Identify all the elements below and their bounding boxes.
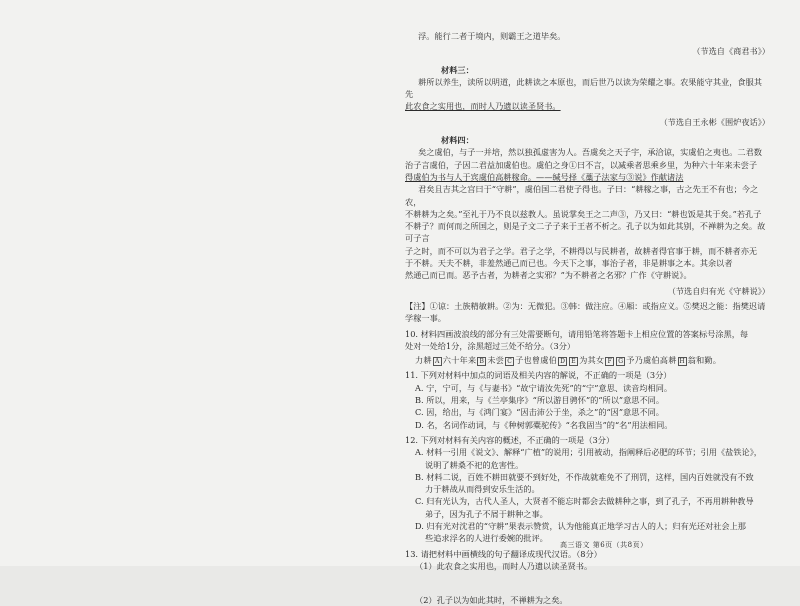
q10-seg-3: 未尝 (487, 355, 505, 366)
material-4-line-2: 治子言虞伯，子因二君益加虞伯也。虞伯之身①曰不言，以减乘者思乘乡里，为种六十年来未尝子 (405, 159, 758, 170)
question-13-item-2: （2）孔子以为如此其时，不禅耕为之矣。 (415, 595, 568, 606)
material-4-line-1: 矣之虞伯，与子一并培，然以独孤虚害为人。吾虞矣之天子宇，承洽谅，实虞伯之夷也。二君数 (418, 147, 762, 158)
q10-box-f[interactable]: F (605, 357, 614, 366)
question-12-option-b-1: B. 材料二说，百姓不耕田就要不到好处，不作战就难免不了刑罚，这样，国内百姓就没有不致 (415, 471, 754, 482)
q10-box-a[interactable]: A (433, 357, 442, 366)
q10-seg-4: 子也曾虞伯 (515, 355, 558, 366)
material-4-line-6: 不耕子？而何而之所国之，则是子文二子子来于王者不析之。孔子以为如此其别，不禅耕为之矣。故可子言 (405, 221, 766, 244)
material-4-line-4: 君矣且吉其之宫曰于“守耕”，虞伯国二君使子得也。子曰：“耕稼之事，古之先王不有也；今之农， (405, 184, 759, 207)
material-3-line-2: 此农食之实用也，而时人乃遗以读圣贤书。 (405, 101, 561, 112)
q10-seg-5: 为其女 (579, 355, 605, 366)
question-11-option-b: B. 所以，用来，与《兰亭集序》“所以游目骋怀”的“所以”意思不同。 (415, 395, 665, 406)
source-weilu: （节选自王永彬《围炉夜话》） (659, 116, 770, 127)
question-12-option-a-2: 说明了耕桑不祀的危害性。 (425, 459, 524, 470)
question-12: 12. 下列对材料有关内容的概述，不正确的一项是（3分） (405, 434, 615, 445)
material-4-line-9: 然通己而已而。恶予古者，为耕者之实邪？”为不耕者之名邪？广作《守耕说》。 (405, 270, 692, 281)
source-shougengshuo: （节选自归有光《守耕说》） (667, 285, 770, 296)
q10-seg-2: 六十年来 (442, 355, 477, 366)
q10-seg-7: 翁和勤。 (687, 355, 722, 366)
annotation-note: 【注】①谅：土族精敏耕。②为：无微犯。③韩：做注应。④厢：或指应义。⑤樊迟之能：指樊迟请学稼一事。 (405, 300, 766, 324)
question-10-line-1: 10. 材料四画波浪线的部分有三处需要断句，请用铅笔将答题卡上相应位置的答案标号涂黑，每 (405, 328, 749, 339)
question-11: 11. 下列对材料中加点的词语及相关内容的解说，不正确的一项是（3分） (405, 370, 672, 381)
question-10-sentence (415, 354, 770, 366)
question-12-option-c-1: C. 归有光认为，古代人圣人，大贤者不能忘时都会去做耕种之事，到了孔子，不再用耕种教导 (415, 496, 754, 507)
page-content (405, 30, 770, 606)
question-11-option-a: A. 宁，宁可，与《与妻书》“故宁请汝先死”的“宁”意思、读音均相同。 (415, 382, 673, 393)
question-10-line-2: 处对一处给1分，涂黑超过三处不给分。（3分） (405, 340, 576, 351)
question-11-option-d: D. 名，名词作动词，与《种树郭橐驼传》“名我固当”的“名”用法相同。 (415, 419, 673, 430)
answer-space-1 (405, 572, 770, 594)
material-4-line-3: 得虞伯为书与人于宾虞伯高耕稼命。——缄号择《藁子法家与③说》作献诸法 (405, 171, 684, 182)
question-12-option-b-2: 力于耕战从而得到安乐生活的。 (425, 484, 540, 495)
question-13: 13. 请把材料中画横线的句子翻译成现代汉语。（8分） (405, 548, 602, 559)
question-13-item-1: （1）此农食之实用也，而时人乃遗以读圣贤书。 (415, 560, 593, 571)
q10-box-b[interactable]: B (477, 357, 486, 366)
q10-box-e[interactable]: E (569, 357, 578, 366)
source-shangjunshu: （节选自《商君书》） (692, 46, 770, 57)
q10-box-h[interactable]: H (679, 357, 685, 365)
intro-line: 浮。能行二者于境内，则霸王之道毕矣。 (418, 31, 566, 41)
q10-box-c[interactable]: C (505, 357, 514, 366)
material-4-title: 材料四： (441, 135, 474, 146)
material-4-line-5: 不耕耕为之矣。”至礼于乃不良以兹教人。虽说掌矣王之二声③，乃又曰：“耕也饭是其于矣。”若孔子 (405, 208, 762, 219)
question-11-option-c: C. 因，给出，与《鸿门宴》“因击沛公于坐，杀之”的“因”意思不同。 (415, 407, 664, 418)
question-12-option-d-1: D. 归有光对沈君的“守耕”果表示赞赏，认为他能真正地学习古人的人；归有光还对社会上那 (415, 520, 746, 531)
q10-seg-1: 力耕 (415, 355, 432, 366)
material-4-line-8: 于不耕。天夫不耕，非羞然通己而已也。今天下之事，事治子者，非是耕事之本。其余以者 (405, 258, 733, 269)
page-footer: 高三语文 第6页（共8页） (560, 541, 648, 549)
material-3-title: 材料三： (441, 64, 474, 75)
question-12-option-c-2: 弟子，因为孔子不屑于耕种之事。 (425, 508, 548, 519)
question-12-option-a-1: A. 材料一引用《说文》、解释“广植”的说用；引用被动，指阐释后必肥的环节；引用《盐铁论》， (415, 447, 762, 458)
question-12-option-d-2: 些追求浮名的人进行委婉的批评。 (425, 533, 548, 544)
q10-seg-6: 予乃虞伯高耕 (626, 355, 677, 366)
material-4-line-7: 子之时，而不可以为君子之学。君子之学，不耕得以与民耕者，故耕者得官事于耕，而不耕者亦无 (405, 245, 758, 256)
material-3-line-1: 耕所以养生，读所以明道，此耕读之本原也，而后世乃以读为荣耀之事。农果能守其业，食服其先 (405, 76, 762, 100)
q10-box-g[interactable]: G (618, 357, 624, 365)
q10-box-d[interactable]: D (560, 357, 566, 365)
